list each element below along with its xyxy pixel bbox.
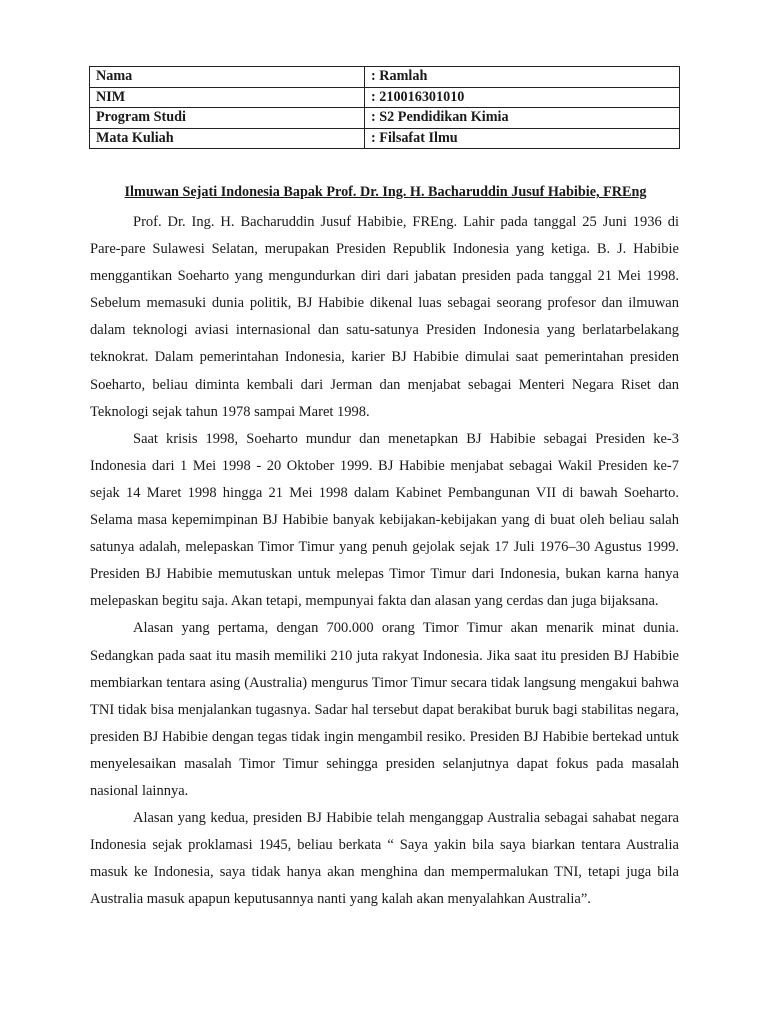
info-value: : 210016301010 [365,87,680,108]
info-value: : Filsafat Ilmu [365,128,680,149]
info-value: : S2 Pendidikan Kimia [365,108,680,129]
document-body [90,209,679,913]
info-row-nama [90,67,680,88]
info-row-program-studi [90,108,680,129]
info-value: : Ramlah [365,67,680,88]
document-title: Ilmuwan Sejati Indonesia Bapak Prof. Dr. Ing. H. Bacharuddin Jusuf Habibie, FREng [124,184,647,200]
student-info-table [89,66,680,149]
paragraph: Prof. Dr. Ing. H. Bacharuddin Jusuf Habibie, FREng. Lahir pada tanggal 25 Juni 1936 di Pare-pare Sulawesi Selatan, merupakan Presiden Republik Indonesia yang ketiga. B. J. Habibie menggantikan Soeharto yang mengundurkan diri dari jabatan presiden pada tanggal 21 Mei 1998. Sebelum memasuki dunia politik, BJ Habibie dikenal luas sebagai seorang profesor dan ilmuwan dalam teknologi aviasi internasional dan satu-satunya Presiden Indonesia yang berlatarbelakang teknokrat. Dalam pemerintahan Indonesia, karier BJ Habibie dimulai saat pemerintahan presiden Soeharto, beliau diminta kembali dari Jerman dan menjabat sebagai Menteri Negara Riset dan Teknologi sejak tahun 1978 sampai Maret 1998. [90,214,679,420]
info-label: Mata Kuliah [90,128,365,149]
info-row-mata-kuliah [90,128,680,149]
info-row-nim [90,87,680,108]
paragraph: Saat krisis 1998, Soeharto mundur dan menetapkan BJ Habibie sebagai Presiden ke-3 Indonesia dari 1 Mei 1998 - 20 Oktober 1999. BJ Habibie menjabat sebagai Wakil Presiden ke-7 sejak 14 Maret 1998 hingga 21 Mei 1998 dalam Kabinet Pembangunan VII di bawah Soeharto. Selama masa kepemimpinan BJ Habibie banyak kebijakan-kebijakan yang di buat oleh beliau salah satunya adalah, melepaskan Timor Timur yang penuh gejolak sejak 17 Juli 1976–30 Agustus 1999. Presiden BJ Habibie memutuskan untuk melepas Timor Timur dari Indonesia, bukan karna hanya melepaskan begitu saja. Akan tetapi, mempunyai fakta dan alasan yang cerdas dan juga bijaksana. [90,430,679,610]
info-label: Nama [90,67,365,88]
info-label: Program Studi [90,108,365,129]
paragraph: Alasan yang kedua, presiden BJ Habibie telah menganggap Australia sebagai sahabat negara Indonesia sejak proklamasi 1945, beliau berkata “ Saya yakin bila saya biarkan tentara Australia masuk ke Indonesia, saya tidak hanya akan menghina dan mempermalukan TNI, tetapi juga bila Australia masuk apapun keputusannya nanti yang kalah akan menyalahkan Australia”. [90,810,679,908]
paragraph: Alasan yang pertama, dengan 700.000 orang Timor Timur akan menarik minat dunia. Sedangkan pada saat itu masih memiliki 210 juta rakyat Indonesia. Jika saat itu presiden BJ Habibie membiarkan tentara asing (Australia) mengurus Timor Timur secara tidak langsung mengakui bahwa TNI tidak bisa menjalankan tugasnya. Sadar hal tersebut dapat berakibat buruk bagi stabilitas negara, presiden BJ Habibie dengan tegas tidak ingin mengambil resiko. Presiden BJ Habibie bertekad untuk menyelesaikan masalah Timor Timur sehingga presiden selanjutnya dapat fokus pada masalah nasional lainnya. [90,620,679,799]
info-label: NIM [90,87,365,108]
